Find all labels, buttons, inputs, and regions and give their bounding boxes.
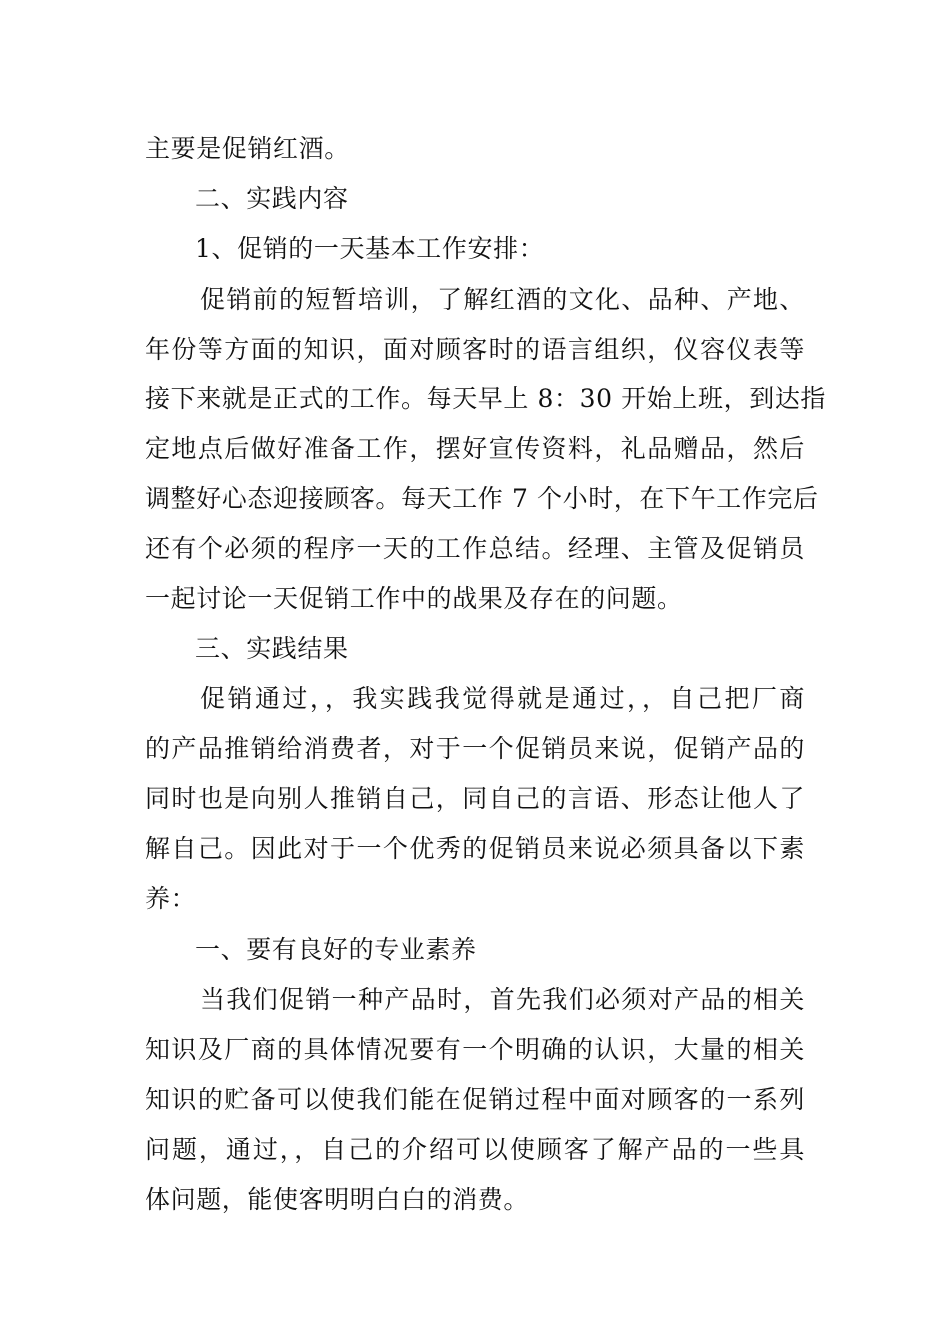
paragraph-line: 当我们促销一种产品时，首先我们必须对产品的相关 [200,985,805,1014]
paragraph-line: 促销前的短暂培训，了解红酒的文化、品种、产地、 [200,285,805,314]
subsection-heading: 1、促销的一天基本工作安排： [195,234,545,263]
section-heading: 一、要有良好的专业素养 [195,935,477,964]
paragraph-line: 同时也是向别人推销自己，同自己的言语、形态让他人了 [145,784,805,813]
paragraph-line: 还有个必须的程序一天的工作总结。经理、主管及促销员 [145,534,805,563]
paragraph-line: 促销通过，，我实践我觉得就是通过，，自己把厂商 [200,684,805,713]
text-line: 主要是促销红酒。 [145,134,350,163]
paragraph-line: 接下来就是正式的工作。每天早上 8：30 开始上班，到达指 [145,384,827,413]
paragraph-line: 知识的贮备可以使我们能在促销过程中面对顾客的一系列 [145,1085,805,1114]
paragraph-line: 体问题，能使客明明白白的消费。 [145,1185,530,1214]
paragraph-line: 养： [145,884,197,913]
paragraph-line: 调整好心态迎接顾客。每天工作 7 个小时，在下午工作完后 [145,484,819,513]
paragraph-line: 一起讨论一天促销工作中的战果及存在的问题。 [145,584,683,613]
paragraph-line: 的产品推销给消费者，对于一个促销员来说，促销产品的 [145,734,805,763]
paragraph-line: 问题，通过，，自己的介绍可以使顾客了解产品的一些具 [145,1135,805,1164]
section-heading: 二、实践内容 [195,184,349,213]
paragraph-line: 知识及厂商的具体情况要有一个明确的认识，大量的相关 [145,1035,805,1064]
section-heading: 三、实践结果 [195,634,349,663]
paragraph-line: 解自己。因此对于一个优秀的促销员来说必须具备以下素 [145,834,805,863]
paragraph-line: 定地点后做好准备工作，摆好宣传资料，礼品赠品，然后 [145,434,805,463]
paragraph-line: 年份等方面的知识，面对顾客时的语言组织，仪容仪表等 [145,335,805,364]
